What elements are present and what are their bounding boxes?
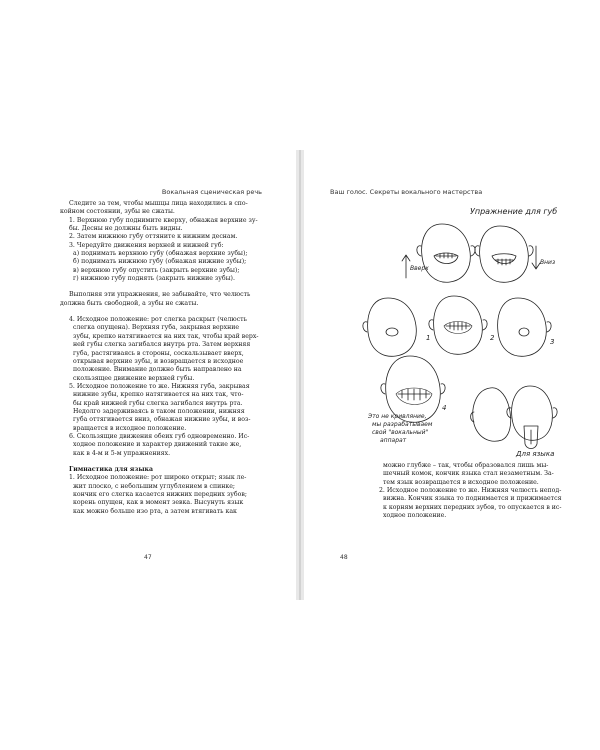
- text-line: нижние зубы, крепко натягивается на них так, что-: [73, 391, 244, 399]
- text-line: губа оттягивается вниз, обнажая нижние зубы, и воз-: [73, 416, 251, 424]
- number-3: 3: [550, 338, 555, 346]
- caption-tongue: Для языка: [516, 450, 555, 458]
- text-line: положение. Внимание должно быть направлено на: [73, 366, 242, 374]
- text-line: 1. Исходное положение: рот широко открыт; язык ле-: [69, 474, 247, 482]
- text-line: 2. Исходное положение то же. Нижняя челюсть непод-: [379, 487, 562, 495]
- svg-text:аппарат: аппарат: [380, 437, 407, 444]
- svg-text:Это не кривляние,: Это не кривляние,: [368, 413, 427, 420]
- text-line: б) поднимать нижнюю губу (обнажая нижние зубы);: [73, 258, 247, 266]
- left-page-body: [60, 200, 260, 516]
- page-number-right: 48: [340, 554, 348, 561]
- right-page: [304, 150, 600, 600]
- page-number-left: 47: [144, 554, 152, 561]
- text-line: 4. Исходное положение: рот слегка раскрыт (челюсть: [69, 316, 247, 324]
- text-line: слегка опущена). Верхняя губа, закрывая верхние: [73, 324, 240, 332]
- text-line: открывая верхние зубы, и возвращается в исходное: [73, 357, 244, 365]
- paragraph-gap: [60, 458, 260, 466]
- text-line: 1. Верхнюю губу поднимите кверху, обнажая верхние зу-: [69, 216, 258, 224]
- text-line: ходное положение и характер движений такие же,: [73, 441, 242, 449]
- running-head-left: Вокальная сценическая речь: [161, 188, 262, 196]
- text-line: Следите за тем, чтобы мышцы лица находились в спо-: [69, 200, 248, 207]
- text-line: ходное положение.: [383, 512, 447, 520]
- running-head-right: Ваш голос. Секреты вокального мастерства: [330, 188, 483, 196]
- arrow-up: [402, 255, 410, 278]
- book-spread: [0, 150, 600, 600]
- text-line: к корням верхних передних зубов, то опускается в ис-: [383, 503, 562, 511]
- text-line: Недолго задерживаясь в таком положении, нижняя: [73, 407, 245, 415]
- lip-exercise-illustration: [340, 198, 560, 460]
- text-line: 6. Скользящие движения обеих губ одновременно. Ис-: [69, 432, 250, 440]
- svg-text:мы разрабатываем: мы разрабатываем: [372, 421, 433, 428]
- number-1: 1: [426, 334, 431, 342]
- text-line: тем язык возвращается в исходное положение.: [383, 478, 539, 486]
- text-line: зубы, крепко натягивается на них так, чтобы край верх-: [73, 332, 259, 340]
- text-line: а) поднимать верхнюю губу (обнажая верхние зубы);: [73, 250, 248, 258]
- paragraph-gap: [60, 308, 260, 316]
- text-line: шечный комок, кончик языка стал незаметным. За-: [383, 470, 554, 478]
- text-line: жит плоско, с небольшим углублением в спинке;: [73, 482, 235, 490]
- gutter-fold: [299, 150, 301, 600]
- text-line: койном состоянии, зубы не сжаты.: [60, 208, 175, 216]
- face-lips-stretched: [498, 298, 555, 356]
- text-line: вращается в исходное положение.: [73, 424, 187, 432]
- text-line: г) нижнюю губу поднять (закрыть нижние зубы).: [73, 275, 235, 283]
- illustration-drawing: [340, 198, 560, 460]
- text-line: 2. Затем нижнюю губу оттяните к нижним деснам.: [69, 233, 238, 241]
- number-4: 4: [442, 404, 447, 412]
- text-line: губа, растягиваясь в стороны, соскальзывает вверх,: [73, 349, 244, 357]
- text-line: 5. Исходное положение то же. Нижняя губа, закрывая: [69, 382, 250, 390]
- face-lower-lip-down: [475, 226, 533, 282]
- left-page: [0, 150, 296, 600]
- text-line: бы край нижней губы слегка загибался внутрь рта.: [73, 399, 243, 407]
- text-line: Выполняя эти упражнения, не забывайте, что челюсть: [69, 291, 251, 299]
- text-line: бы. Десны не должны быть видны.: [69, 225, 183, 233]
- text-line: как в 4-м и 5-м упражнениях.: [73, 449, 171, 457]
- text-line: ней губы слегка загибался внутрь рта. Затем верхняя: [73, 341, 251, 349]
- illustration-title: Упражнение для губ: [470, 207, 558, 216]
- number-2: 2: [490, 334, 495, 342]
- face-lips-rounded: [363, 298, 416, 356]
- face-profile: [471, 388, 511, 441]
- text-line: должна быть свободной, а зубы не сжаты.: [60, 299, 199, 307]
- text-line: корень опущен, как в момент зевка. Высунуть язык: [73, 499, 244, 507]
- handwritten-note: [367, 413, 433, 444]
- label-up: Вверх: [410, 265, 429, 272]
- text-line: 3. Чередуйте движения верхней и нижней губ:: [69, 241, 224, 249]
- face-tongue-out: [507, 386, 557, 449]
- text-line: в) верхнюю губу опустить (закрыть верхние зубы);: [73, 266, 240, 274]
- right-page-body: [370, 462, 568, 520]
- text-line: вижна. Кончик языка то поднимается и прижимается: [383, 495, 562, 503]
- text-line: как можно больше изо рта, а затем втягивать как: [73, 507, 237, 515]
- text-line: можно глубже – так, чтобы образовался лишь мы-: [383, 462, 549, 469]
- svg-text:свой "вокальный": свой "вокальный": [372, 429, 429, 436]
- section-heading: Гимнастика для языка: [69, 465, 154, 473]
- paragraph-gap: [60, 283, 260, 291]
- label-down: Вниз: [540, 259, 556, 266]
- text-line: скользящее движение верхней губы.: [73, 374, 195, 382]
- text-line: кончик его слегка касается нижних передних зубов;: [73, 491, 247, 498]
- face-upper-lip-up: [417, 224, 475, 282]
- face-both-lips-up: [429, 296, 487, 354]
